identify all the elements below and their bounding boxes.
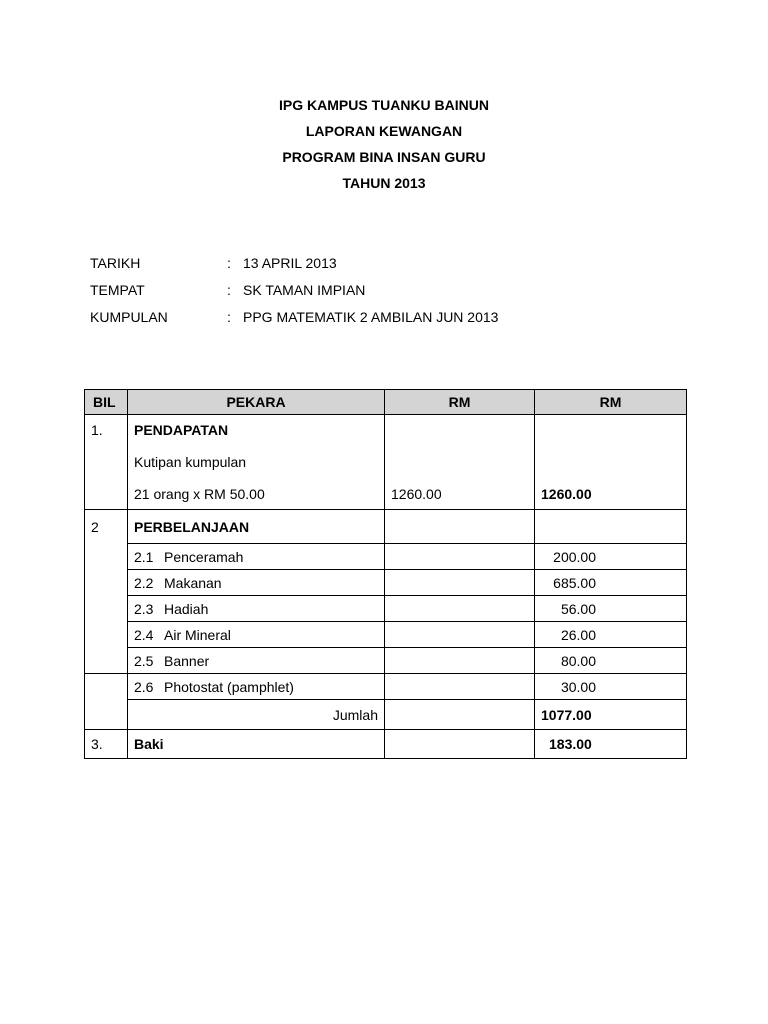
table-row: [85, 445, 687, 479]
info-label: TARIKH: [90, 255, 141, 271]
header-pekara: PEKARA: [128, 390, 385, 415]
info-colon: :: [227, 282, 231, 298]
expense-item-num: 2.6: [134, 678, 154, 695]
expense-item: [128, 570, 385, 596]
financial-table: [84, 389, 687, 759]
table-row: [85, 510, 687, 544]
table-row: [85, 648, 687, 674]
balance-bil: 3.: [85, 730, 128, 759]
table-row: [85, 544, 687, 570]
table-row: [85, 700, 687, 730]
expense-item-name: Air Mineral: [164, 626, 231, 643]
year-title: TAHUN 2013: [342, 175, 426, 191]
expense-item-name: Photostat (pamphlet): [164, 678, 294, 695]
expense-item: [128, 648, 385, 674]
balance-amount: 183.00: [535, 730, 687, 759]
info-label: TEMPAT: [90, 282, 145, 298]
info-value: 13 APRIL 2013: [243, 255, 337, 271]
header-bil: BIL: [85, 390, 128, 415]
table-row: [85, 479, 687, 510]
expense-item-amount: 30.00: [535, 674, 687, 700]
expense-item-num: 2.1: [134, 548, 154, 565]
income-desc: Kutipan kumpulan: [128, 445, 385, 479]
expense-item: [128, 674, 385, 700]
expense-title: PERBELANJAAN: [128, 510, 385, 544]
info-value: SK TAMAN IMPIAN: [243, 282, 366, 298]
table-row: [85, 596, 687, 622]
report-title: LAPORAN KEWANGAN: [305, 123, 463, 139]
program-title: PROGRAM BINA INSAN GURU: [282, 149, 486, 165]
expense-item-amount: 26.00: [535, 622, 687, 648]
expense-item-num: 2.4: [134, 626, 154, 643]
expense-item-name: Makanan: [164, 574, 222, 591]
expense-item-name: Banner: [164, 652, 210, 669]
table-row: [85, 570, 687, 596]
table-row: [85, 730, 687, 759]
report-header: [0, 92, 768, 196]
header-rm-2: RM: [535, 390, 687, 415]
income-rm2: 1260.00: [535, 479, 687, 510]
income-calc: 21 orang x RM 50.00: [128, 479, 385, 510]
expense-item-amount: 685.00: [535, 570, 687, 596]
expense-item-amount: 200.00: [535, 544, 687, 570]
table-header-row: [85, 390, 687, 415]
info-colon: :: [227, 309, 231, 325]
info-value: PPG MATEMATIK 2 AMBILAN JUN 2013: [243, 309, 499, 325]
expense-total: 1077.00: [535, 700, 687, 730]
table-row: [85, 415, 687, 445]
expense-item-amount: 80.00: [535, 648, 687, 674]
info-label: KUMPULAN: [90, 309, 168, 325]
table-row: [85, 674, 687, 700]
expense-item-amount: 56.00: [535, 596, 687, 622]
expense-bil: 2: [85, 510, 128, 544]
income-rm1: 1260.00: [385, 479, 535, 510]
expense-item-name: Hadiah: [164, 600, 209, 617]
expense-item-num: 2.2: [134, 574, 154, 591]
info-colon: :: [227, 255, 231, 271]
expense-total-label: Jumlah: [128, 700, 385, 730]
balance-label: Baki: [128, 730, 385, 759]
income-title: PENDAPATAN: [128, 415, 385, 445]
table-row: [85, 622, 687, 648]
expense-item-num: 2.3: [134, 600, 154, 617]
expense-item-num: 2.5: [134, 652, 154, 669]
expense-item: [128, 622, 385, 648]
expense-item-name: Penceramah: [164, 548, 244, 565]
expense-item: [128, 596, 385, 622]
expense-item: [128, 544, 385, 570]
header-rm-1: RM: [385, 390, 535, 415]
institution-title: IPG KAMPUS TUANKU BAINUN: [279, 97, 489, 113]
income-bil: 1.: [85, 415, 128, 445]
